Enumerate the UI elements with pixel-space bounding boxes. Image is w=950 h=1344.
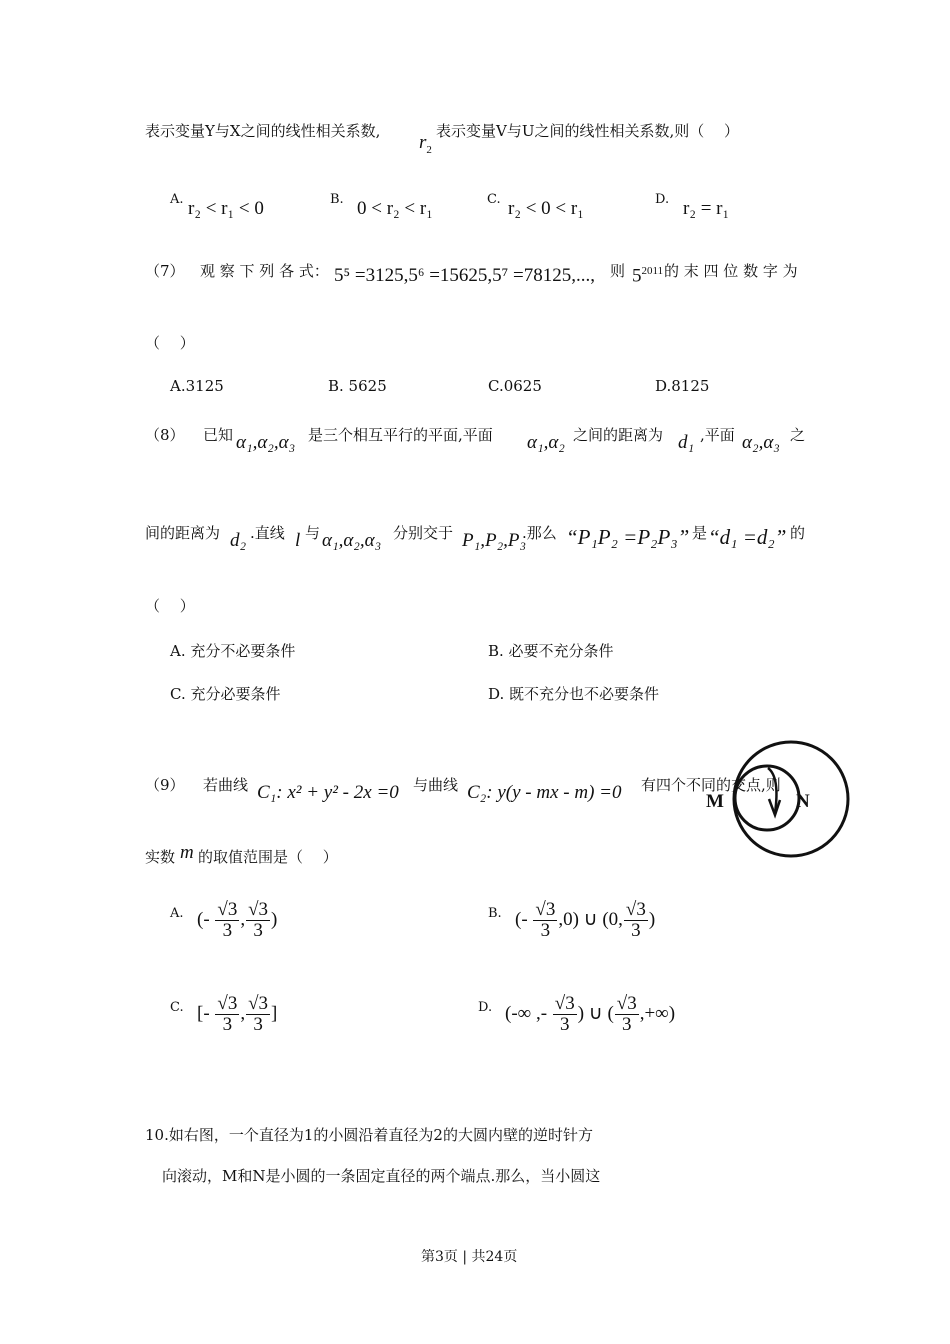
q6-option-b: 0 < r₂ < r₁	[357, 198, 433, 219]
q10-line-2: 向滚动，M和N是小圆的一条固定直径的两个端点.那么，当小圆这	[162, 1167, 601, 1185]
q7-power: $5^{2011}$	[632, 265, 664, 287]
q8-math: d₁	[678, 432, 695, 453]
q8-text: .直线	[250, 524, 285, 542]
q8-option-d: D. 既不充分也不必要条件	[488, 685, 660, 703]
q8-text: 的	[790, 524, 806, 542]
small-circle	[735, 766, 799, 830]
q7-text3: 的 末 四 位 数 字 为	[664, 262, 798, 280]
label-m: M	[706, 791, 724, 812]
q8-text: 已知	[203, 426, 234, 444]
q6-r2: $r_2$	[419, 132, 432, 156]
q9-option-c-label: C.	[170, 1000, 184, 1015]
q7-number: （7）	[145, 262, 185, 280]
q7-option-b: B. 5625	[328, 377, 387, 395]
q9-text: 若曲线	[203, 776, 249, 794]
q8-math: α₁,α₂,α₃	[236, 432, 296, 453]
q9-text: 实数	[145, 848, 176, 866]
q7-expression: 5⁵ =3125,5⁶ =15625,5⁷ =78125,...,	[334, 265, 596, 286]
q7-text2: 则	[610, 262, 626, 280]
q8-math: α₁,α₂	[527, 432, 565, 453]
q6-text2: 表示变量V与U之间的线性相关系数,则（ ）	[436, 122, 740, 140]
q8-text: 之间的距离为	[573, 426, 664, 444]
q7-option-a: A.3125	[170, 377, 224, 395]
q9-curve-1: C₁: x² + y² - 2x =0	[257, 782, 399, 803]
q8-text: 分别交于	[393, 524, 454, 542]
q9-option-c: [- $\frac{√3}{3}$ , $\frac{√3}{3}$ ]	[197, 993, 278, 1035]
page-footer: 第3页 | 共24页	[421, 1249, 518, 1265]
q9-option-d: (-∞ ,- $\frac{√3}{3}$ ) ∪ ( $\frac{√3}{3}$ ,+∞)	[505, 993, 676, 1035]
q7-text: 观 察 下 列 各 式：	[200, 262, 329, 280]
q7-option-c: C.0625	[488, 377, 542, 395]
large-circle	[734, 742, 848, 856]
q8-math: d₂	[230, 530, 247, 551]
q8-math: P₁,P₂,P₃	[462, 530, 527, 551]
q9-math: m	[180, 842, 194, 863]
q9-option-d-label: D.	[478, 1000, 493, 1015]
q6-option-c: r₂ < 0 < r₁	[508, 198, 584, 219]
q8-option-a: A. 充分不必要条件	[170, 642, 296, 660]
q9-text: 的取值范围是（ ）	[198, 848, 338, 866]
q9-number: （9）	[145, 776, 185, 794]
q8-condition-2: “d₁ =d₂”	[708, 525, 787, 549]
rolling-circles-figure	[700, 735, 860, 865]
q8-text: 是三个相互平行的平面,平面	[308, 426, 493, 444]
q9-text: 有四个不同的交点,则	[641, 776, 781, 794]
q6-option-d: r₂ = r₁	[683, 198, 730, 219]
q9-option-b-label: B.	[488, 906, 502, 921]
q8-math: α₂,α₃	[742, 432, 780, 453]
q6-text: 表示变量Y与X之间的线性相关系数,	[145, 122, 381, 140]
q8-text: 与	[305, 524, 321, 542]
q8-condition-1: “P₁P₂ =P₂P₃”	[566, 525, 690, 549]
q8-text: .那么	[522, 524, 557, 542]
q8-text: ,平面	[700, 426, 735, 444]
q6-option-a: r₂ < r₁ < 0	[188, 198, 264, 219]
q8-text: 间的距离为	[145, 524, 221, 542]
q6-option-b-label: B.	[330, 192, 344, 207]
q9-option-a-label: A.	[170, 906, 184, 921]
q6-option-c-label: C.	[487, 192, 501, 207]
q8-text: 是	[692, 524, 708, 542]
q6-option-a-label: A.	[170, 192, 184, 207]
q9-option-a: (- $\frac{√3}{3}$ , $\frac{√3}{3}$ )	[197, 899, 278, 941]
q8-math: l	[295, 530, 301, 551]
q8-number: （8）	[145, 426, 185, 444]
q8-math: α₁,α₂,α₃	[322, 530, 382, 551]
q9-option-b: (- $\frac{√3}{3}$ ,0) ∪ (0, $\frac{√3}{3}$ )	[515, 899, 656, 941]
q6-option-d-label: D.	[655, 192, 670, 207]
q8-option-c: C. 充分必要条件	[170, 685, 281, 703]
q10-line-1: 10.如右图，一个直径为1的小圆沿着直径为2的大圆内壁的逆时针方	[145, 1126, 593, 1144]
q8-paren: （ ）	[145, 597, 195, 615]
label-n: N	[796, 791, 810, 812]
q7-option-d: D.8125	[655, 377, 710, 395]
q9-curve-2: C₂: y(y - mx - m) =0	[467, 782, 622, 803]
q8-text: 之	[790, 426, 806, 444]
q8-option-b: B. 必要不充分条件	[488, 642, 614, 660]
q9-text: 与曲线	[413, 776, 459, 794]
q7-paren: （ ）	[145, 334, 195, 352]
